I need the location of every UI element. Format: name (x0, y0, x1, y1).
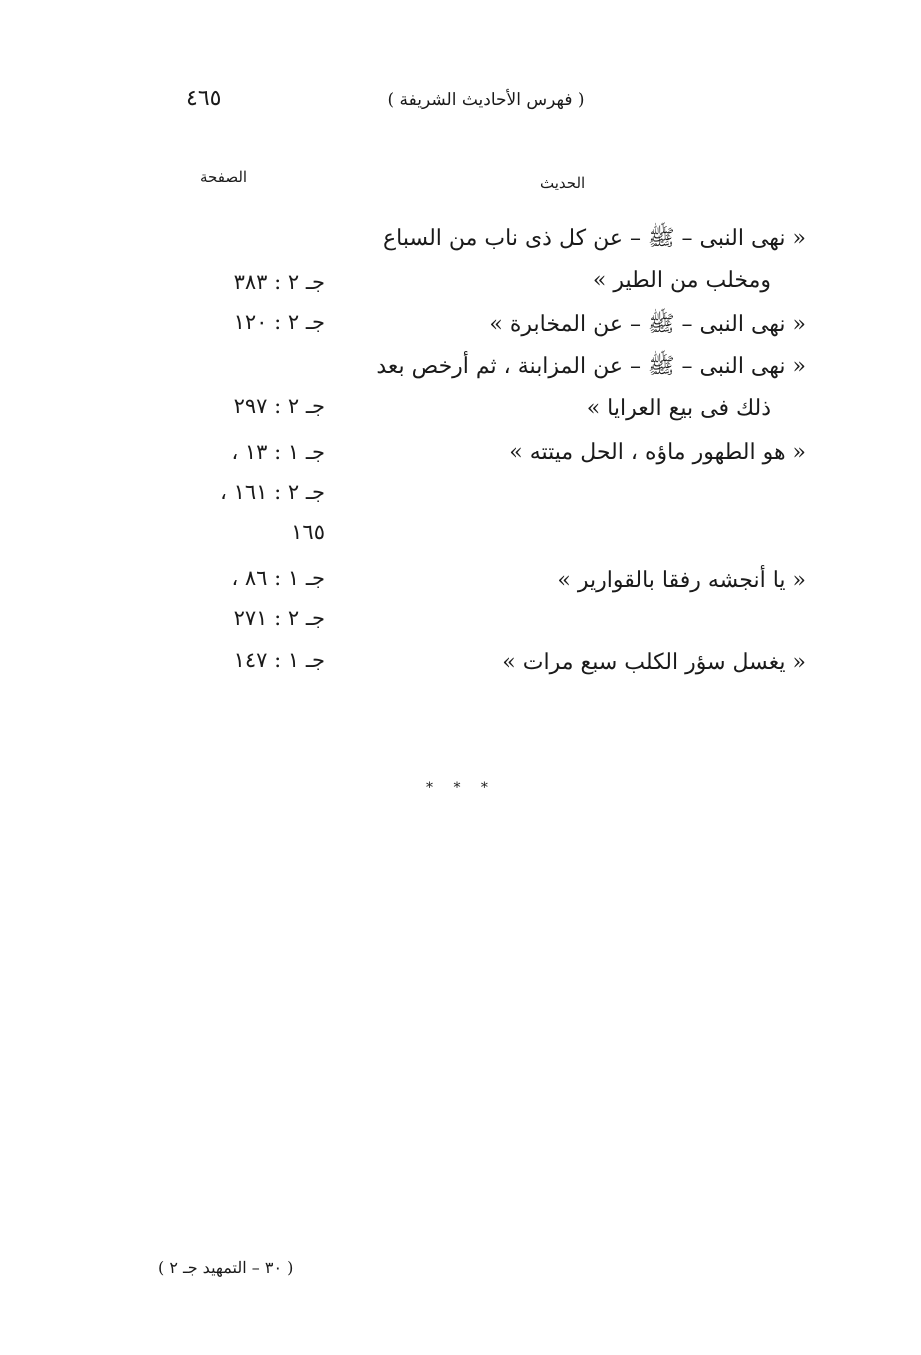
page-reference: ١٦٥ (291, 520, 325, 544)
footer-signature: ( ٣٠ – التمهيد جـ ٢ ) (158, 1258, 294, 1277)
page-reference: جـ ٢ : ١٢٠ (233, 310, 325, 334)
hadith-line: ذلك فى بيع العرايا » (586, 396, 771, 421)
section-divider: * * * (426, 780, 496, 796)
hadith-line: ومخلب من الطير » (592, 268, 771, 293)
hadith-line: « هو الطهور ماؤه ، الحل ميتته » (509, 440, 806, 465)
hadith-line: « نهى النبى – ﷺ – عن المزابنة ، ثم أرخص بعد (376, 354, 806, 379)
column-header-hadith: الحديث (540, 174, 586, 192)
column-header-page: الصفحة (200, 168, 248, 186)
page-reference: جـ ٢ : ١٦١ ، (220, 480, 325, 504)
running-title: ( فهرس الأحاديث الشريفة ) (387, 90, 585, 110)
page-reference: جـ ١ : ٨٦ ، (231, 566, 325, 590)
page-reference: جـ ٢ : ٢٧١ (233, 606, 325, 630)
hadith-line: « يغسل سؤر الكلب سبع مرات » (502, 650, 806, 675)
hadith-line: « نهى النبى – ﷺ – عن المخابرة » (489, 312, 806, 337)
page-reference: جـ ١ : ١٤٧ (233, 648, 325, 672)
page-number: ٤٦٥ (186, 86, 222, 111)
hadith-line: « يا أنجشه رفقا بالقوارير » (557, 568, 806, 593)
page-reference: جـ ٢ : ٢٩٧ (233, 394, 325, 418)
hadith-line: « نهى النبى – ﷺ – عن كل ذى ناب من السباع (383, 226, 806, 251)
page-reference: جـ ٢ : ٣٨٣ (233, 270, 325, 294)
page-reference: جـ ١ : ١٣ ، (231, 440, 325, 464)
